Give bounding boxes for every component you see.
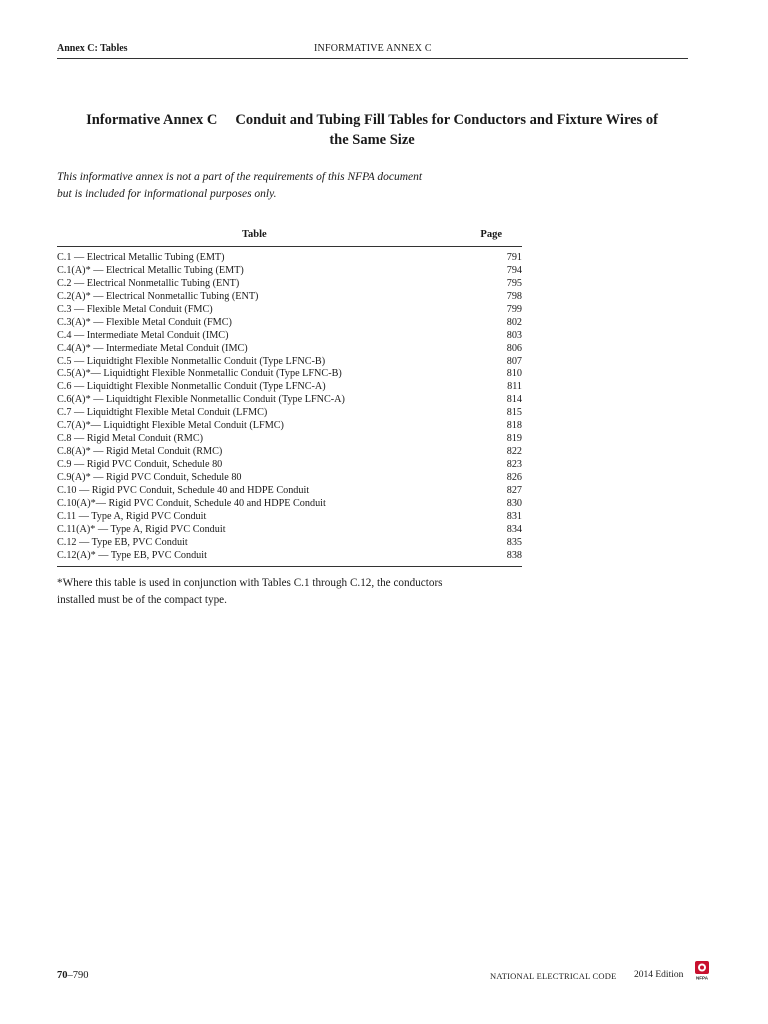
- table-title: C.12 — Type EB, PVC Conduit: [57, 536, 188, 548]
- footnote-line-1: *Where this table is used in conjunction with Tables C.1 through C.12, the conductors: [57, 577, 443, 589]
- table-title: C.4(A)* — Intermediate Metal Conduit (IMC): [57, 342, 248, 354]
- table-title: C.10(A)*— Rigid PVC Conduit, Schedule 40 and HDPE Conduit: [57, 497, 326, 509]
- table-title: C.11(A)* — Type A, Rigid PVC Conduit: [57, 523, 226, 535]
- table-list-row: [57, 277, 522, 290]
- table-title: C.5 — Liquidtight Flexible Nonmetallic Conduit (Type LFNC-B): [57, 355, 326, 367]
- table-list-row: [57, 367, 522, 380]
- intro-paragraph: [57, 169, 487, 203]
- table-title: C.6(A)* — Liquidtight Flexible Nonmetallic Conduit (Type LFNC-A): [57, 394, 345, 406]
- column-header-table: Table: [242, 229, 267, 240]
- table-title: C.3(A)* — Flexible Metal Conduit (FMC): [57, 316, 232, 328]
- table-list-row: [57, 432, 522, 445]
- tables-list: [57, 228, 522, 567]
- page-number-prefix: 70: [57, 970, 68, 981]
- annex-label: Informative Annex C: [86, 112, 218, 128]
- title-line-2: the Same Size: [329, 132, 415, 148]
- table-page-number: 830: [506, 497, 522, 509]
- table-title: C.1 — Electrical Metallic Tubing (EMT): [57, 252, 225, 263]
- column-header-page: Page: [480, 229, 502, 240]
- table-list-row: [57, 510, 522, 523]
- table-title: C.1(A)* — Electrical Metallic Tubing (EMT): [57, 264, 244, 276]
- table-page-number: 835: [506, 536, 522, 548]
- table-list-row: [57, 471, 522, 484]
- footnote-line-2: installed must be of the compact type.: [57, 594, 227, 606]
- table-list-row: [57, 342, 522, 355]
- table-title: C.9(A)* — Rigid PVC Conduit, Schedule 80: [57, 471, 242, 483]
- header-rule: [57, 58, 688, 59]
- table-page-number: 831: [506, 510, 522, 522]
- table-page-number: 818: [506, 420, 522, 432]
- table-list-row: [57, 419, 522, 432]
- table-list-row: [57, 316, 522, 329]
- table-page-number: 819: [506, 433, 522, 445]
- table-page-number: 803: [506, 329, 522, 341]
- table-page-number: 794: [506, 264, 522, 276]
- table-page-number: 827: [506, 484, 522, 496]
- table-list-row: [57, 523, 522, 536]
- table-page-number: 807: [506, 355, 522, 367]
- page-title: [57, 110, 687, 150]
- table-page-number: 823: [506, 459, 522, 470]
- table-list-row: [57, 251, 522, 264]
- table-page-number: 791: [506, 252, 522, 263]
- table-title: C.9 — Rigid PVC Conduit, Schedule 80: [57, 459, 223, 470]
- page-number-suffix: –790: [67, 970, 89, 981]
- table-list-row: [57, 355, 522, 368]
- intro-line-1: This informative annex is not a part of the requirements of this NFPA document: [57, 171, 423, 183]
- footnote: [57, 575, 522, 609]
- table-title: C.3 — Flexible Metal Conduit (FMC): [57, 303, 213, 315]
- header-underline: [57, 246, 522, 247]
- table-page-number: 815: [506, 407, 522, 419]
- table-title: C.11 — Type A, Rigid PVC Conduit: [57, 510, 207, 522]
- table-list-row: [57, 290, 522, 303]
- table-page-number: 810: [506, 368, 522, 380]
- svg-text:NFPA: NFPA: [696, 975, 708, 980]
- table-page-number: 799: [506, 303, 522, 315]
- table-list-row: [57, 445, 522, 458]
- table-list-row: [57, 549, 522, 562]
- table-page-number: 834: [506, 523, 522, 535]
- table-page-number: 798: [506, 290, 522, 302]
- tables-list-body: [57, 251, 522, 562]
- tables-list-header: [57, 228, 522, 246]
- table-list-row: [57, 406, 522, 419]
- table-page-number: 811: [507, 381, 522, 393]
- page-number: [57, 970, 89, 981]
- table-title: C.4 — Intermediate Metal Conduit (IMC): [57, 329, 229, 341]
- running-header-center: INFORMATIVE ANNEX C: [314, 43, 432, 54]
- table-title: C.8(A)* — Rigid Metal Conduit (RMC): [57, 446, 223, 458]
- table-list-row: [57, 393, 522, 406]
- table-page-number: 826: [506, 471, 522, 483]
- table-list-row: [57, 303, 522, 316]
- table-title: C.8 — Rigid Metal Conduit (RMC): [57, 433, 204, 445]
- table-list-row: [57, 380, 522, 393]
- footer-publication: NATIONAL ELECTRICAL CODE: [490, 971, 617, 981]
- table-page-number: 795: [506, 277, 522, 289]
- tables-list-bottom-rule: [57, 566, 522, 567]
- running-header-left: Annex C: Tables: [57, 43, 128, 54]
- table-page-number: 814: [506, 394, 522, 406]
- table-list-row: [57, 536, 522, 549]
- footer-edition: 2014 Edition: [634, 970, 684, 980]
- table-title: C.10 — Rigid PVC Conduit, Schedule 40 and HDPE Conduit: [57, 484, 310, 496]
- table-page-number: 802: [506, 316, 522, 328]
- table-title: C.6 — Liquidtight Flexible Nonmetallic Conduit (Type LFNC-A): [57, 381, 326, 393]
- table-list-row: [57, 458, 522, 471]
- table-title: C.7(A)*— Liquidtight Flexible Metal Conduit (LFMC): [57, 420, 284, 432]
- nfpa-logo-icon: [694, 960, 710, 980]
- table-list-row: [57, 264, 522, 277]
- table-list-row: [57, 497, 522, 510]
- table-page-number: 806: [506, 342, 522, 354]
- table-page-number: 822: [506, 446, 522, 458]
- intro-line-2: but is included for informational purposes only.: [57, 188, 277, 200]
- table-list-row: [57, 484, 522, 497]
- table-list-row: [57, 329, 522, 342]
- table-title: C.5(A)*— Liquidtight Flexible Nonmetallic Conduit (Type LFNC-B): [57, 368, 342, 380]
- table-title: C.12(A)* — Type EB, PVC Conduit: [57, 549, 207, 561]
- table-title: C.2 — Electrical Nonmetallic Tubing (ENT): [57, 277, 240, 289]
- table-page-number: 838: [506, 549, 522, 561]
- table-title: C.2(A)* — Electrical Nonmetallic Tubing (ENT): [57, 290, 259, 302]
- table-title: C.7 — Liquidtight Flexible Metal Conduit (LFMC): [57, 407, 268, 419]
- title-line-1: Conduit and Tubing Fill Tables for Conductors and Fixture Wires of: [235, 112, 658, 128]
